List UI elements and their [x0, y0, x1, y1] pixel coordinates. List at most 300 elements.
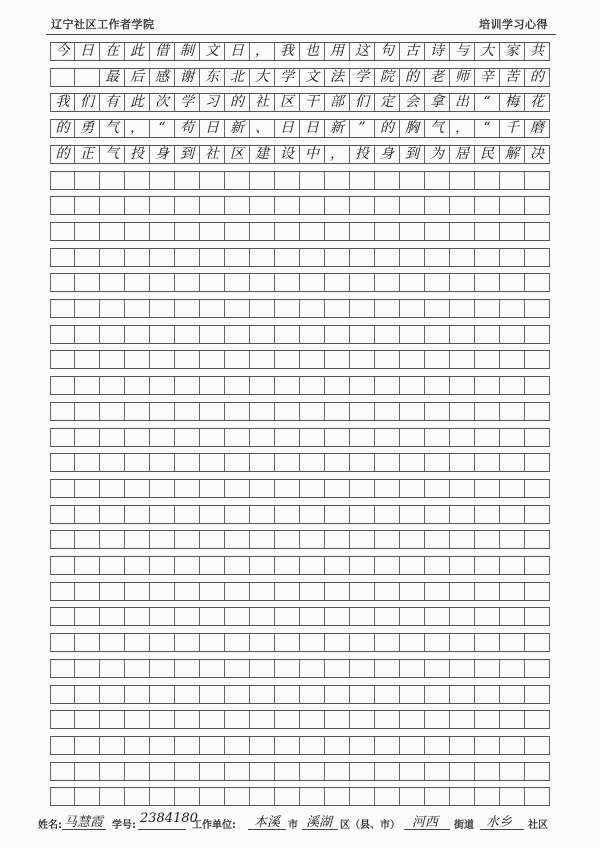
grid-cell: [250, 788, 275, 805]
grid-cell: [425, 660, 450, 677]
grid-cell: [300, 506, 325, 523]
grid-cell: [400, 326, 425, 343]
grid-cell: [375, 351, 400, 368]
grid-cell: [175, 686, 200, 703]
grid-cell: [350, 172, 375, 189]
grid-cell: [275, 686, 300, 703]
grid-cell: [350, 763, 375, 780]
grid-cell: [75, 660, 100, 677]
grid-cell: [375, 531, 400, 548]
grid-cell: [150, 197, 175, 214]
grid-cell: [400, 763, 425, 780]
grid-cell: [225, 634, 250, 651]
grid-cell: [500, 197, 525, 214]
grid-cell: [400, 274, 425, 291]
grid-cell: [475, 608, 500, 625]
grid-cell: [200, 788, 225, 805]
grid-cell: [375, 608, 400, 625]
grid-cell: 次: [150, 94, 175, 111]
grid-cell: 的: [225, 94, 250, 111]
grid-cell: [425, 686, 450, 703]
grid-cell: [175, 557, 200, 574]
grid-cell: [475, 531, 500, 548]
grid-cell: [275, 557, 300, 574]
grid-cell: [125, 429, 150, 446]
grid-cell: [350, 223, 375, 240]
grid-cell: [100, 480, 125, 497]
grid-cell: 投: [125, 146, 150, 163]
grid-cell: [525, 763, 550, 780]
grid-cell: [175, 326, 200, 343]
grid-cell: [175, 429, 200, 446]
grid-row: [50, 428, 550, 447]
grid-cell: [450, 223, 475, 240]
grid-cell: [225, 197, 250, 214]
grid-cell: [500, 608, 525, 625]
grid-cell: [300, 480, 325, 497]
grid-cell: [475, 326, 500, 343]
grid-cell: [175, 351, 200, 368]
grid-cell: [50, 429, 75, 446]
student-id-label: 学号:: [112, 820, 136, 831]
grid-cell: [525, 480, 550, 497]
grid-cell: [500, 249, 525, 266]
grid-cell: [525, 737, 550, 754]
grid-cell: “: [475, 94, 500, 111]
grid-cell: [375, 660, 400, 677]
grid-cell: [225, 172, 250, 189]
grid-cell: [125, 557, 150, 574]
grid-cell: [125, 454, 150, 471]
grid-cell: 会: [400, 94, 425, 111]
grid-cell: [325, 249, 350, 266]
grid-cell: [350, 608, 375, 625]
grid-cell: [500, 737, 525, 754]
grid-cell: [200, 737, 225, 754]
grid-cell: [400, 172, 425, 189]
grid-cell: [250, 711, 275, 728]
grid-cell: [200, 711, 225, 728]
grid-cell: [425, 300, 450, 317]
grid-cell: [150, 454, 175, 471]
grid-cell: 有: [100, 94, 125, 111]
grid-cell: [225, 660, 250, 677]
grid-cell: [425, 557, 450, 574]
grid-cell: [50, 197, 75, 214]
grid-cell: [375, 403, 400, 420]
grid-cell: [400, 454, 425, 471]
grid-row: [50, 325, 550, 344]
student-id-value: 2384180: [140, 811, 198, 826]
grid-cell: [500, 583, 525, 600]
grid-cell: [275, 197, 300, 214]
grid-cell: [50, 351, 75, 368]
grid-cell: [325, 454, 350, 471]
grid-cell: [300, 531, 325, 548]
grid-cell: [150, 429, 175, 446]
grid-cell: [150, 172, 175, 189]
grid-cell: [500, 274, 525, 291]
grid-cell: [400, 788, 425, 805]
grid-cell: [175, 583, 200, 600]
grid-cell: [275, 480, 300, 497]
grid-cell: [325, 583, 350, 600]
grid-cell: [350, 583, 375, 600]
grid-cell: [300, 249, 325, 266]
grid-cell: [175, 531, 200, 548]
grid-cell: [125, 763, 150, 780]
grid-cell: [275, 506, 300, 523]
grid-cell: [350, 377, 375, 394]
grid-cell: [350, 403, 375, 420]
grid-cell: [250, 531, 275, 548]
grid-cell: [350, 351, 375, 368]
grid-cell: [325, 788, 350, 805]
grid-cell: [325, 480, 350, 497]
grid-cell: 建: [250, 146, 275, 163]
grid-cell: [425, 326, 450, 343]
grid-cell: 居: [450, 146, 475, 163]
writing-grid: [50, 42, 550, 790]
grid-cell: 院: [375, 69, 400, 86]
grid-cell: [250, 300, 275, 317]
grid-cell: [250, 506, 275, 523]
grid-cell: [500, 377, 525, 394]
grid-cell: [425, 583, 450, 600]
grid-cell: [250, 429, 275, 446]
grid-cell: [150, 249, 175, 266]
grid-cell: 出: [450, 94, 475, 111]
grid-cell: [400, 506, 425, 523]
grid-cell: [375, 249, 400, 266]
grid-cell: 日: [75, 43, 100, 60]
grid-cell: [300, 197, 325, 214]
grid-cell: [450, 557, 475, 574]
grid-cell: [275, 326, 300, 343]
grid-cell: [375, 454, 400, 471]
grid-cell: [125, 274, 150, 291]
grid-cell: [50, 608, 75, 625]
grid-cell: [275, 300, 300, 317]
grid-cell: 勇: [75, 120, 100, 137]
grid-cell: [400, 686, 425, 703]
grid-cell: [375, 480, 400, 497]
grid-cell: [475, 249, 500, 266]
grid-row: [50, 248, 550, 267]
grid-cell: [150, 763, 175, 780]
grid-cell: [50, 223, 75, 240]
grid-cell: [400, 377, 425, 394]
grid-cell: [450, 403, 475, 420]
grid-cell: [350, 249, 375, 266]
grid-cell: [275, 223, 300, 240]
grid-cell: [275, 377, 300, 394]
grid-cell: “: [150, 120, 175, 137]
grid-row: [50, 299, 550, 318]
grid-cell: [300, 326, 325, 343]
grid-cell: [300, 223, 325, 240]
grid-cell: [100, 531, 125, 548]
grid-cell: [450, 454, 475, 471]
community-value: 水乡: [486, 815, 513, 830]
grid-cell: [225, 480, 250, 497]
grid-cell: 共: [525, 43, 550, 60]
grid-cell: [200, 249, 225, 266]
grid-cell: [150, 531, 175, 548]
grid-cell: [125, 634, 150, 651]
grid-cell: [225, 249, 250, 266]
grid-cell: [300, 634, 325, 651]
grid-cell: [200, 583, 225, 600]
grid-cell: 社: [250, 94, 275, 111]
grid-cell: [150, 737, 175, 754]
grid-cell: [75, 506, 100, 523]
grid-cell: [225, 454, 250, 471]
grid-cell: [200, 197, 225, 214]
grid-cell: 投: [350, 146, 375, 163]
grid-cell: [100, 506, 125, 523]
grid-cell: [225, 351, 250, 368]
grid-cell: [225, 403, 250, 420]
grid-cell: [325, 377, 350, 394]
grid-cell: [100, 403, 125, 420]
grid-cell: [425, 403, 450, 420]
grid-cell: [200, 506, 225, 523]
grid-cell: [50, 300, 75, 317]
grid-row: [50, 762, 550, 781]
grid-cell: [525, 531, 550, 548]
grid-cell: [125, 326, 150, 343]
grid-cell: [500, 300, 525, 317]
grid-cell: [325, 274, 350, 291]
grid-cell: [475, 429, 500, 446]
street-underline: [404, 829, 450, 830]
grid-cell: [175, 274, 200, 291]
grid-cell: [300, 583, 325, 600]
grid-cell: 感: [150, 69, 175, 86]
grid-cell: [500, 763, 525, 780]
grid-cell: [50, 763, 75, 780]
grid-cell: [175, 506, 200, 523]
grid-cell: [100, 660, 125, 677]
grid-cell: 拿: [425, 94, 450, 111]
grid-cell: [200, 300, 225, 317]
grid-cell: 后: [125, 69, 150, 86]
grid-cell: [525, 326, 550, 343]
grid-row: [50, 633, 550, 652]
grid-cell: [225, 300, 250, 317]
grid-cell: [50, 686, 75, 703]
grid-cell: 民: [475, 146, 500, 163]
grid-cell: [300, 377, 325, 394]
grid-cell: [50, 583, 75, 600]
grid-cell: [375, 377, 400, 394]
grid-cell: [450, 608, 475, 625]
grid-cell: [50, 711, 75, 728]
grid-cell: [525, 223, 550, 240]
grid-cell: [325, 763, 350, 780]
grid-cell: [225, 557, 250, 574]
grid-cell: 文: [300, 69, 325, 86]
grid-cell: [75, 737, 100, 754]
grid-cell: 为: [425, 146, 450, 163]
grid-cell: 正: [75, 146, 100, 163]
grid-cell: 梅: [500, 94, 525, 111]
grid-cell: [525, 377, 550, 394]
grid-cell: [425, 634, 450, 651]
grid-cell: 定: [375, 94, 400, 111]
grid-cell: [75, 300, 100, 317]
grid-cell: [400, 480, 425, 497]
grid-cell: [375, 634, 400, 651]
grid-cell: [75, 686, 100, 703]
grid-row: [50, 556, 550, 575]
grid-cell: 这: [350, 43, 375, 60]
grid-cell: [500, 454, 525, 471]
grid-cell: [425, 429, 450, 446]
grid-cell: [475, 480, 500, 497]
grid-cell: 大: [475, 43, 500, 60]
grid-row: [50, 196, 550, 215]
grid-cell: [75, 172, 100, 189]
grid-cell: [200, 274, 225, 291]
grid-cell: [225, 711, 250, 728]
grid-cell: [125, 788, 150, 805]
grid-cell: [125, 351, 150, 368]
grid-cell: [175, 223, 200, 240]
grid-cell: 花: [525, 94, 550, 111]
grid-cell: 辛: [475, 69, 500, 86]
grid-cell: 在: [100, 43, 125, 60]
grid-cell: [525, 454, 550, 471]
grid-cell: [250, 351, 275, 368]
grid-cell: [225, 377, 250, 394]
grid-cell: [75, 531, 100, 548]
street-value: 河西: [412, 815, 439, 830]
grid-cell: 干: [300, 94, 325, 111]
grid-cell: [175, 763, 200, 780]
grid-cell: [275, 583, 300, 600]
grid-cell: 们: [75, 94, 100, 111]
grid-cell: [325, 197, 350, 214]
grid-cell: [125, 737, 150, 754]
grid-cell: [375, 172, 400, 189]
grid-cell: 气: [425, 120, 450, 137]
grid-cell: [425, 531, 450, 548]
work-unit-label: 工作单位:: [192, 820, 236, 831]
grid-cell: [475, 788, 500, 805]
street-suffix: 街道: [454, 820, 474, 831]
grid-cell: [275, 274, 300, 291]
grid-cell: [475, 197, 500, 214]
grid-cell: [375, 429, 400, 446]
grid-cell: [225, 223, 250, 240]
grid-cell: [500, 326, 525, 343]
grid-cell: [525, 608, 550, 625]
grid-cell: [275, 788, 300, 805]
grid-cell: [50, 660, 75, 677]
grid-cell: [100, 377, 125, 394]
grid-cell: [425, 737, 450, 754]
grid-row: [50, 171, 550, 190]
grid-cell: [425, 454, 450, 471]
grid-cell: 到: [400, 146, 425, 163]
grid-cell: [425, 711, 450, 728]
grid-cell: ，: [125, 120, 150, 137]
grid-cell: [300, 351, 325, 368]
grid-cell: [450, 172, 475, 189]
grid-cell: [425, 249, 450, 266]
grid-cell: [400, 634, 425, 651]
grid-cell: [175, 711, 200, 728]
grid-cell: [50, 788, 75, 805]
grid-cell: [475, 660, 500, 677]
grid-cell: 、: [250, 120, 275, 137]
city-underline: [248, 829, 286, 830]
grid-cell: [250, 274, 275, 291]
grid-cell: [375, 686, 400, 703]
grid-cell: [525, 172, 550, 189]
grid-cell: [200, 660, 225, 677]
grid-cell: [100, 763, 125, 780]
grid-cell: [100, 351, 125, 368]
grid-cell: [525, 403, 550, 420]
grid-cell: [475, 403, 500, 420]
grid-cell: [125, 686, 150, 703]
grid-row: [50, 787, 550, 806]
grid-cell: 谢: [175, 69, 200, 86]
grid-cell: [225, 763, 250, 780]
grid-cell: [50, 634, 75, 651]
grid-cell: 家: [500, 43, 525, 60]
grid-cell: [100, 711, 125, 728]
grid-cell: [125, 223, 150, 240]
grid-cell: 用: [325, 43, 350, 60]
grid-cell: [325, 531, 350, 548]
grid-cell: [125, 172, 150, 189]
grid-row: [50, 93, 550, 112]
grid-cell: [200, 403, 225, 420]
grid-cell: [500, 403, 525, 420]
grid-cell: 身: [375, 146, 400, 163]
grid-cell: [75, 274, 100, 291]
grid-cell: [150, 788, 175, 805]
grid-cell: [525, 300, 550, 317]
grid-cell: [50, 506, 75, 523]
grid-cell: [275, 429, 300, 446]
grid-cell: [450, 351, 475, 368]
grid-cell: [500, 506, 525, 523]
grid-cell: [475, 557, 500, 574]
grid-row: [50, 582, 550, 601]
grid-cell: [75, 403, 100, 420]
grid-cell: [275, 763, 300, 780]
grid-cell: [350, 454, 375, 471]
grid-cell: [525, 429, 550, 446]
grid-cell: 千: [500, 120, 525, 137]
grid-cell: [150, 274, 175, 291]
grid-cell: [325, 403, 350, 420]
grid-cell: [150, 711, 175, 728]
grid-cell: 的: [50, 146, 75, 163]
grid-cell: 习: [200, 94, 225, 111]
grid-cell: [375, 711, 400, 728]
grid-cell: [225, 531, 250, 548]
header-rule: [46, 34, 556, 35]
grid-cell: 区: [275, 94, 300, 111]
grid-cell: [300, 557, 325, 574]
grid-cell: 的: [50, 120, 75, 137]
